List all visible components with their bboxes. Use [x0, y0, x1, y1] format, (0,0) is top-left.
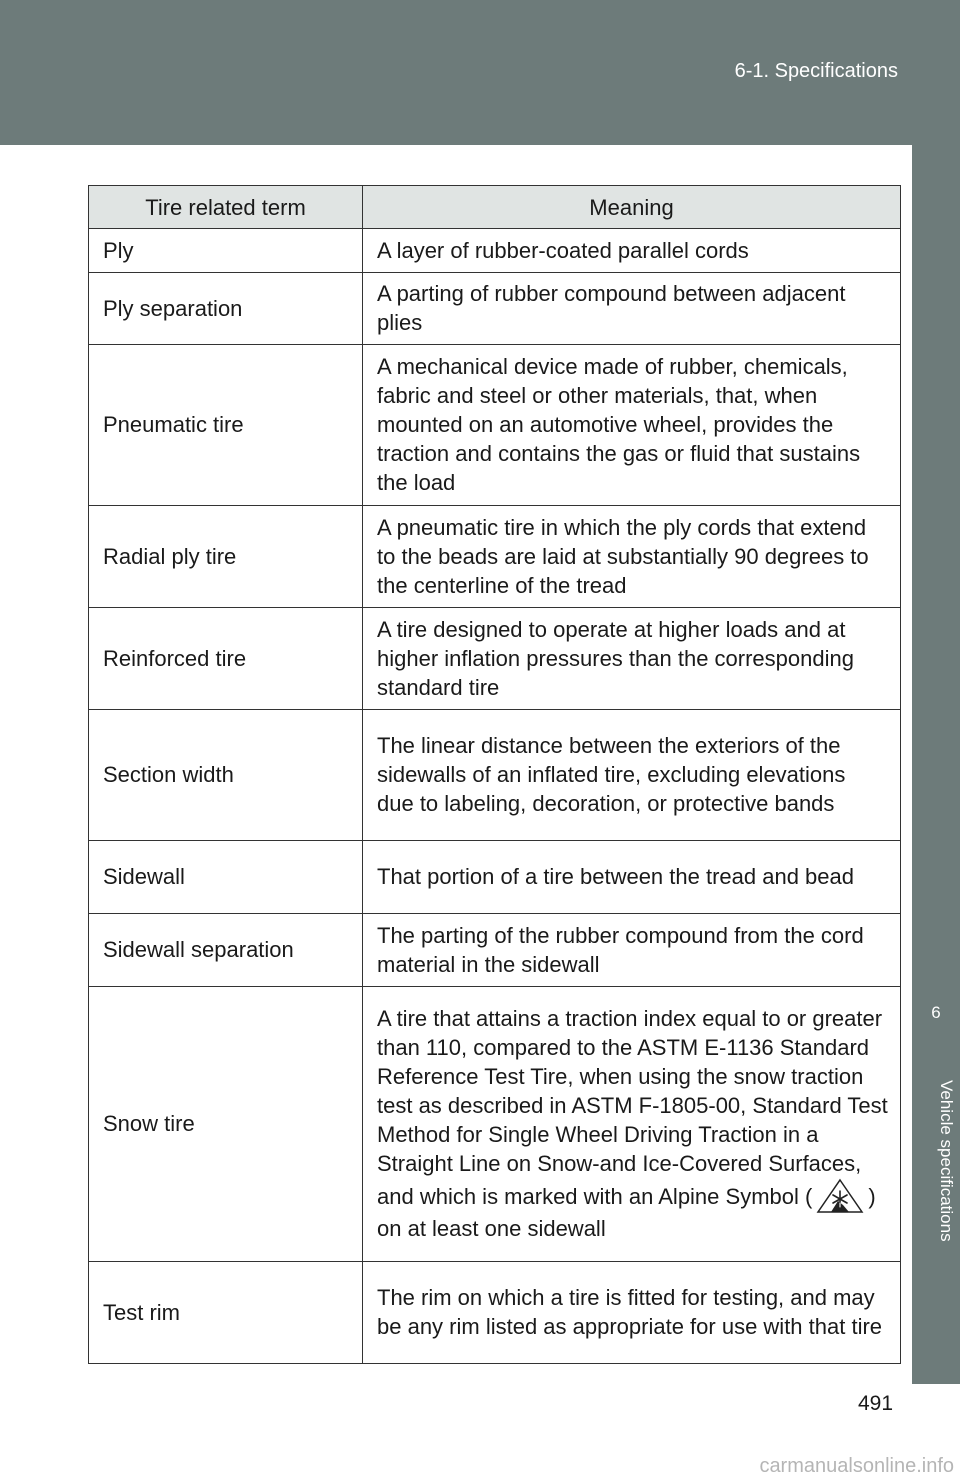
term-cell: Test rim — [89, 1262, 363, 1364]
table-row — [89, 914, 901, 987]
page-number: 491 — [858, 1392, 894, 1415]
term-cell: Reinforced tire — [89, 608, 363, 710]
side-tab-strip-top — [912, 145, 960, 965]
column-header-meaning: Meaning — [363, 186, 901, 229]
meaning-cell — [363, 987, 901, 1262]
meaning-cell: A mechanical device made of rubber, chemicals, fabric and steel or other materials, that, when mounted on an automotive wheel, provides the traction and contains the gas or fluid that sustains the load — [363, 345, 901, 506]
meaning-cell: The linear distance between the exteriors of the sidewalls of an inflated tire, excluding elevations due to labeling, decoration, or protective bands — [363, 710, 901, 841]
meaning-cell: A tire designed to operate at higher loads and at higher inflation pressures than the corresponding standard tire — [363, 608, 901, 710]
term-cell: Radial ply tire — [89, 506, 363, 608]
meaning-text: A tire that attains a traction index equal to or greater than 110, compared to the ASTM E-1136 Standard Reference Test Tire, when using the snow traction test as described in ASTM F-1805-00, Standard Test Method for Single Wheel Driving Traction in a Straight Line on Snow-and Ice-Covered Surfaces, and which is marked with an Alpine Symbol ( — [377, 1006, 888, 1209]
table-row — [89, 710, 901, 841]
term-cell: Sidewall — [89, 841, 363, 914]
meaning-cell: A parting of rubber compound between adjacent plies — [363, 273, 901, 345]
table-row — [89, 345, 901, 506]
term-cell: Ply — [89, 229, 363, 273]
table-header-row — [89, 186, 901, 229]
table-row — [89, 841, 901, 914]
term-cell: Sidewall separation — [89, 914, 363, 987]
table-row — [89, 608, 901, 710]
meaning-cell: That portion of a tire between the tread and bead — [363, 841, 901, 914]
meaning-cell: The rim on which a tire is fitted for testing, and may be any rim listed as appropriate for use with that tire — [363, 1262, 901, 1364]
term-cell: Pneumatic tire — [89, 345, 363, 506]
meaning-cell: A pneumatic tire in which the ply cords that extend to the beads are laid at substantially 90 degrees to the centerline of the tread — [363, 506, 901, 608]
column-header-term: Tire related term — [89, 186, 363, 229]
side-tab-label: Vehicle specifications — [937, 1080, 956, 1242]
side-tab-number: 6 — [931, 1003, 941, 1022]
alpine-symbol-icon — [816, 1178, 864, 1214]
term-cell: Section width — [89, 710, 363, 841]
term-cell: Ply separation — [89, 273, 363, 345]
table-row — [89, 506, 901, 608]
section-title: 6-1. Specifications — [734, 60, 898, 82]
tire-terms-table — [88, 185, 901, 1364]
table-row — [89, 987, 901, 1262]
table-row — [89, 229, 901, 273]
table-row — [89, 273, 901, 345]
meaning-cell: A layer of rubber-coated parallel cords — [363, 229, 901, 273]
meaning-text: ) on at least one sidewall — [377, 1184, 876, 1241]
table-row — [89, 1262, 901, 1364]
meaning-cell: The parting of the rubber compound from the cord material in the sidewall — [363, 914, 901, 987]
watermark[interactable]: carmanualsonline.info — [759, 1455, 954, 1477]
term-cell: Snow tire — [89, 987, 363, 1262]
